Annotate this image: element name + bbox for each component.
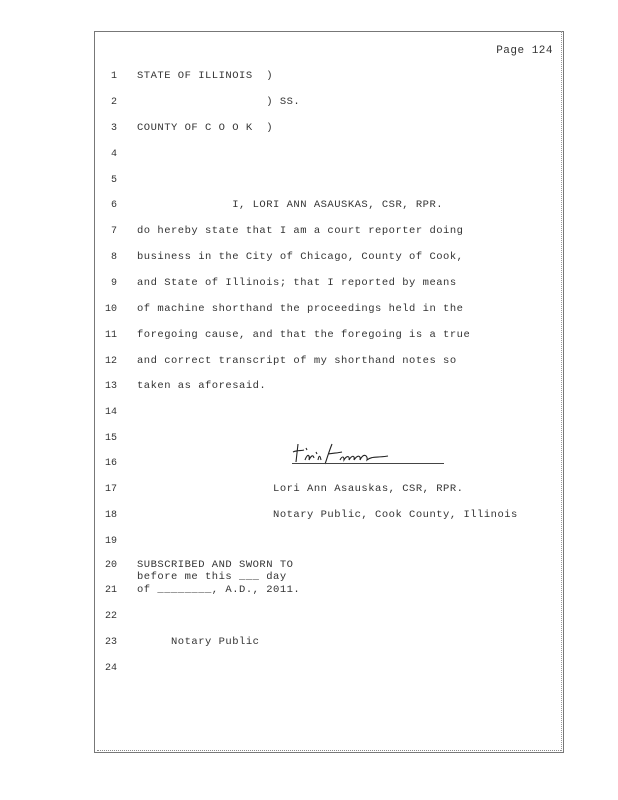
signature-line [292,463,444,464]
line-text: Notary Public, Cook County, Illinois [137,509,518,521]
line-number: 11 [104,330,117,341]
line-text: I, LORI ANN ASAUSKAS, CSR, RPR. [137,199,444,211]
line-number: 17 [104,484,117,495]
signature-image [292,438,402,466]
line-text: before me this ___ day [137,571,287,583]
page-edge-dots [561,31,566,751]
line-number: 10 [104,304,117,315]
line-text: and correct transcript of my shorthand notes so [137,355,457,367]
line-text: ) SS. [137,96,301,108]
line-number: 12 [104,356,117,367]
line-text: COUNTY OF C O O K ) [137,122,274,134]
line-text: do hereby state that I am a court reporter doing [137,225,464,237]
line-number: 1 [110,71,117,82]
line-text: business in the City of Chicago, County of Cook, [137,251,464,263]
transcript-page [94,31,564,753]
line-number: 5 [110,175,117,186]
line-text: taken as aforesaid. [137,380,267,392]
line-number: 3 [110,123,117,134]
line-text: Notary Public [137,636,260,648]
line-text: of machine shorthand the proceedings held in the [137,303,464,315]
line-number: 24 [104,663,117,674]
line-number: 9 [110,278,117,289]
line-number: 7 [110,226,117,237]
line-number: 22 [104,611,117,622]
line-text: SUBSCRIBED AND SWORN TO [137,559,294,571]
line-number: 13 [104,381,117,392]
line-number: 23 [104,637,117,648]
page-number: Page 124 [496,45,553,57]
line-number: 18 [104,510,117,521]
line-number: 19 [104,536,117,547]
line-text: Lori Ann Asauskas, CSR, RPR. [137,483,464,495]
line-number: 14 [104,407,117,418]
line-number: 2 [110,97,117,108]
line-number: 8 [110,252,117,263]
line-number: 4 [110,149,117,160]
line-number: 21 [104,585,117,596]
line-number: 15 [104,433,117,444]
line-text: foregoing cause, and that the foregoing is a true [137,329,471,341]
page-footer-rule [97,750,561,754]
line-text: of ________, A.D., 2011. [137,584,301,596]
line-number: 20 [104,560,117,571]
line-text: STATE OF ILLINOIS ) [137,70,274,82]
line-text: and State of Illinois; that I reported by means [137,277,457,289]
line-number: 6 [110,200,117,211]
line-number: 16 [104,458,117,469]
